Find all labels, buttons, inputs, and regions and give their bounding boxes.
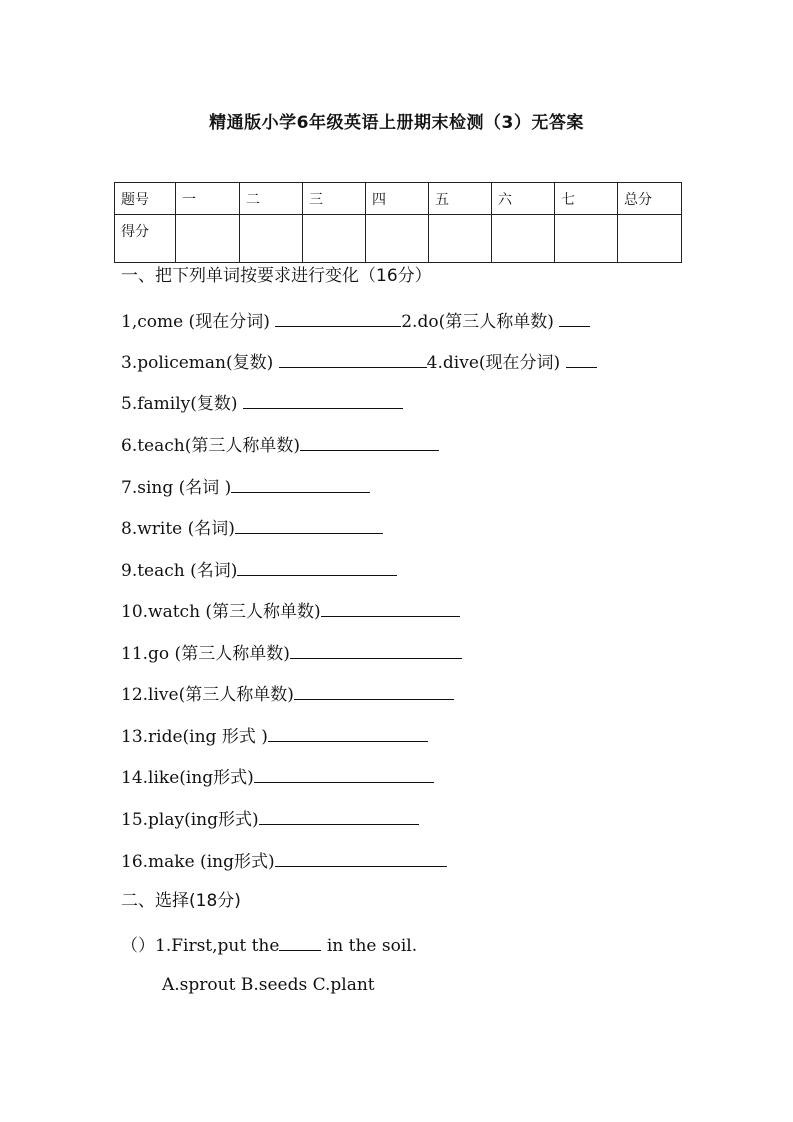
question-text: 6.teach(第三人称单数) — [121, 436, 300, 456]
question-row — [121, 432, 439, 457]
header-cell-5: 五 — [429, 183, 492, 215]
answer-blank[interactable] — [559, 308, 590, 327]
header-cell-4: 四 — [366, 183, 429, 215]
question-row — [121, 308, 590, 333]
score-cell[interactable] — [176, 215, 240, 263]
question-row — [121, 515, 383, 540]
question-row — [121, 848, 447, 873]
answer-blank[interactable] — [279, 349, 427, 368]
question-text: 15.play(ing形式) — [121, 810, 259, 830]
question-text: 9.teach (名词) — [121, 561, 238, 581]
answer-blank[interactable] — [268, 723, 428, 742]
question-text: 13.ride(ing 形式 ) — [121, 727, 268, 747]
header-cell-question-no: 题号 — [115, 183, 176, 215]
page-title: 精通版小学6年级英语上册期末检测（3）无答案 — [209, 113, 584, 133]
answer-blank[interactable] — [566, 349, 597, 368]
question-text: 11.go (第三人称单数) — [121, 644, 290, 664]
header-cell-7: 七 — [555, 183, 618, 215]
header-cell-total: 总分 — [618, 183, 682, 215]
header-cell-2: 二 — [240, 183, 303, 215]
question-text: 16.make (ing形式) — [121, 852, 275, 872]
question-row — [121, 932, 417, 957]
score-table — [114, 182, 682, 263]
question-row — [121, 598, 460, 623]
score-row-label: 得分 — [115, 215, 176, 263]
question-text-suffix: in the soil. — [321, 936, 418, 956]
answer-blank[interactable] — [321, 598, 460, 617]
answer-blank[interactable] — [231, 474, 370, 493]
answer-blank[interactable] — [300, 432, 439, 451]
question-text: 3.policeman(复数) — [121, 353, 274, 373]
answer-blank[interactable] — [275, 308, 401, 327]
answer-blank[interactable] — [294, 681, 454, 700]
section2-heading: 二、选择(18分) — [121, 891, 241, 911]
question-row — [121, 390, 403, 415]
answer-blank[interactable] — [290, 640, 462, 659]
question-text: （）1.First,put the — [121, 936, 280, 956]
question-text: 12.live(第三人称单数) — [121, 685, 294, 705]
score-table-score-row — [115, 215, 682, 263]
score-cell[interactable] — [366, 215, 429, 263]
question-row — [121, 681, 454, 706]
question-text: 4.dive(现在分词) — [426, 353, 561, 373]
answer-blank[interactable] — [279, 932, 321, 951]
question-row — [121, 806, 419, 831]
header-cell-3: 三 — [303, 183, 366, 215]
score-cell[interactable] — [618, 215, 682, 263]
question-row — [121, 640, 462, 665]
question-text: 5.family(复数) — [121, 394, 238, 414]
header-cell-6: 六 — [492, 183, 555, 215]
answer-blank[interactable] — [259, 806, 419, 825]
score-cell[interactable] — [240, 215, 303, 263]
score-table-header-row — [115, 183, 682, 215]
score-cell[interactable] — [429, 215, 492, 263]
score-cell[interactable] — [303, 215, 366, 263]
question-row — [121, 557, 397, 582]
question-row — [121, 474, 370, 499]
question-row — [121, 764, 434, 789]
answer-blank[interactable] — [275, 848, 447, 867]
question-text: 1,come (现在分词) — [121, 312, 270, 332]
question-text: 2.do(第三人称单数) — [401, 312, 554, 332]
score-cell[interactable] — [492, 215, 555, 263]
answer-blank[interactable] — [235, 515, 383, 534]
answer-blank[interactable] — [237, 557, 397, 576]
question-options: A.sprout B.seeds C.plant — [162, 975, 375, 995]
answer-blank[interactable] — [254, 764, 434, 783]
answer-blank[interactable] — [243, 390, 403, 409]
question-row — [121, 723, 428, 748]
question-text: 14.like(ing形式) — [121, 768, 254, 788]
question-text: 7.sing (名词 ) — [121, 478, 232, 498]
header-cell-1: 一 — [176, 183, 240, 215]
question-row — [121, 349, 597, 374]
question-text: 8.write (名词) — [121, 519, 235, 539]
score-cell[interactable] — [555, 215, 618, 263]
question-text: 10.watch (第三人称单数) — [121, 602, 321, 622]
section1-heading: 一、把下列单词按要求进行变化（16分） — [121, 266, 432, 286]
